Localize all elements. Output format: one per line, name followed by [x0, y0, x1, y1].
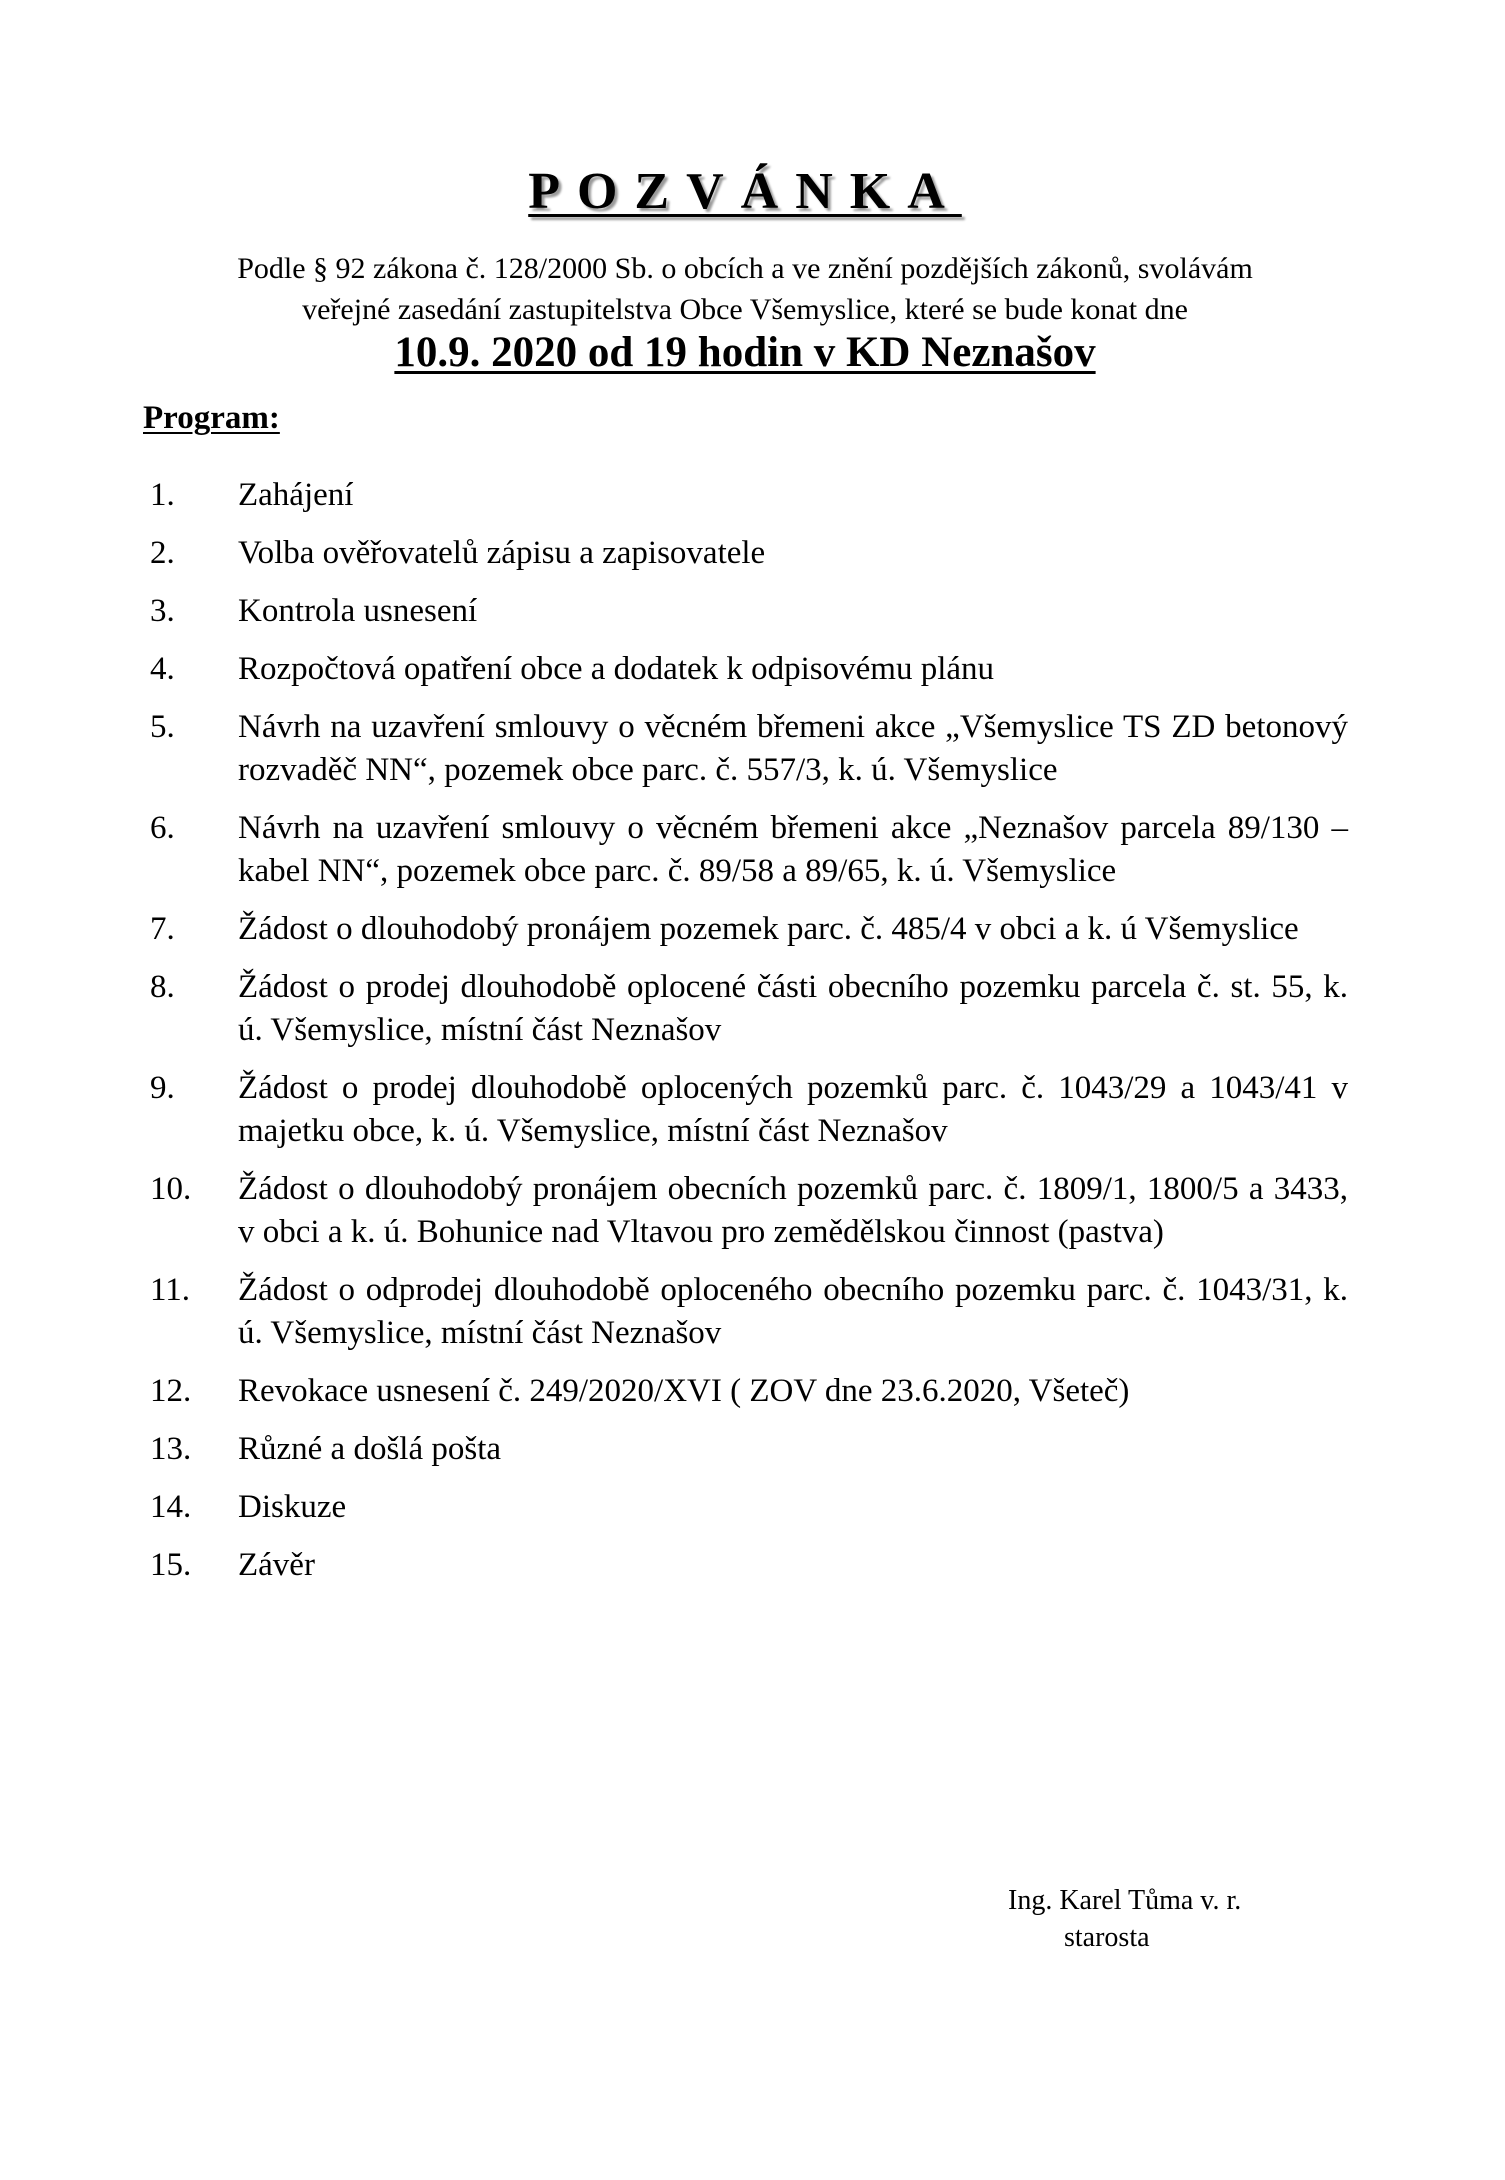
agenda-item-text: Různé a došlá pošta	[238, 1431, 502, 1467]
agenda-item-text: Volba ověřovatelů zápisu a zapisovatele	[238, 535, 766, 571]
agenda-item-number: 14.	[150, 1489, 192, 1525]
signatory-name: Ing. Karel Tůma v. r.	[1008, 1885, 1242, 1916]
agenda-item	[0, 706, 1505, 792]
agenda-item	[0, 807, 1505, 893]
agenda-item	[0, 1370, 1505, 1413]
agenda-item	[0, 1067, 1505, 1153]
agenda-item	[0, 1486, 1505, 1529]
agenda-item	[0, 966, 1505, 1052]
agenda-item-number: 2.	[150, 535, 175, 571]
agenda-item-number: 4.	[150, 651, 175, 687]
agenda-item-text: Žádost o dlouhodobý pronájem pozemek parc. č. 485/4 v obci a k. ú Všemyslice	[238, 911, 1299, 947]
agenda-item	[0, 1428, 1505, 1471]
agenda-item-text: Závěr	[238, 1547, 315, 1583]
agenda-item-number: 8.	[150, 969, 175, 1005]
agenda-item	[0, 648, 1505, 691]
agenda-item-number: 15.	[150, 1547, 192, 1583]
intro-line: Podle § 92 zákona č. 128/2000 Sb. o obcích a ve znění pozdějších zákonů, svolávám	[237, 252, 1253, 285]
agenda-item-number: 6.	[150, 810, 175, 846]
agenda-item-number: 13.	[150, 1431, 192, 1467]
program-heading: Program:	[143, 400, 280, 436]
agenda-item-text: Zahájení	[238, 477, 354, 513]
agenda-item-number: 3.	[150, 593, 175, 629]
agenda-item-text: Revokace usnesení č. 249/2020/XVI ( ZOV dne 23.6.2020, Všeteč)	[238, 1373, 1130, 1409]
agenda-item-number: 10.	[150, 1171, 192, 1207]
agenda-item	[0, 590, 1505, 633]
signatory-role: starosta	[1064, 1922, 1150, 1953]
agenda-item-text: Návrh na uzavření smlouvy o věcném břemeni akce „Neznašov parcela 89/130 – kabel NN“, pozemek obce parc. č. 89/58 a 89/65, k. ú. Všemyslice	[238, 810, 1348, 889]
agenda-item-number: 5.	[150, 709, 175, 745]
agenda-item	[0, 908, 1505, 951]
agenda-item-number: 9.	[150, 1070, 175, 1106]
intro-line: veřejné zasedání zastupitelstva Obce Všemyslice, které se bude konat dne	[302, 293, 1188, 326]
agenda-item-text: Rozpočtová opatření obce a dodatek k odpisovému plánu	[238, 651, 995, 687]
intro-paragraph	[140, 248, 1350, 330]
agenda-item	[0, 1269, 1505, 1355]
agenda-item	[0, 1168, 1505, 1254]
agenda-item-text: Žádost o dlouhodobý pronájem obecních pozemků parc. č. 1809/1, 1800/5 a 3433, v obci a k. ú. Bohunice nad Vltavou pro zemědělskou činnost (pastva)	[238, 1171, 1348, 1250]
agenda-item-number: 11.	[150, 1272, 191, 1308]
document-title: POZVÁNKA	[528, 163, 962, 220]
agenda-item-text: Žádost o prodej dlouhodobě oplocených pozemků parc. č. 1043/29 a 1043/41 v majetku obce, k. ú. Všemyslice, místní část Neznašov	[238, 1070, 1348, 1149]
agenda-item	[0, 1544, 1505, 1587]
meeting-date-location: 10.9. 2020 od 19 hodin v KD Neznašov	[394, 329, 1096, 376]
agenda-item	[0, 532, 1505, 575]
agenda-item-text: Návrh na uzavření smlouvy o věcném břemeni akce „Všemyslice TS ZD betonový rozvaděč NN“, pozemek obce parc. č. 557/3, k. ú. Všemyslice	[238, 709, 1348, 788]
agenda-item-number: 12.	[150, 1373, 192, 1409]
agenda-item-number: 7.	[150, 911, 175, 947]
signature-block	[1008, 1882, 1241, 1956]
agenda-item-text: Diskuze	[238, 1489, 347, 1525]
agenda-item-text: Kontrola usnesení	[238, 593, 478, 629]
agenda-item-text: Žádost o prodej dlouhodobě oplocené části obecního pozemku parcela č. st. 55, k. ú. Všemyslice, místní část Neznašov	[238, 969, 1348, 1048]
agenda-item	[0, 474, 1505, 517]
agenda-list	[0, 474, 1505, 1602]
agenda-item-number: 1.	[150, 477, 175, 513]
agenda-item-text: Žádost o odprodej dlouhodobě oploceného obecního pozemku parc. č. 1043/31, k. ú. Všemyslice, místní část Neznašov	[238, 1272, 1348, 1351]
